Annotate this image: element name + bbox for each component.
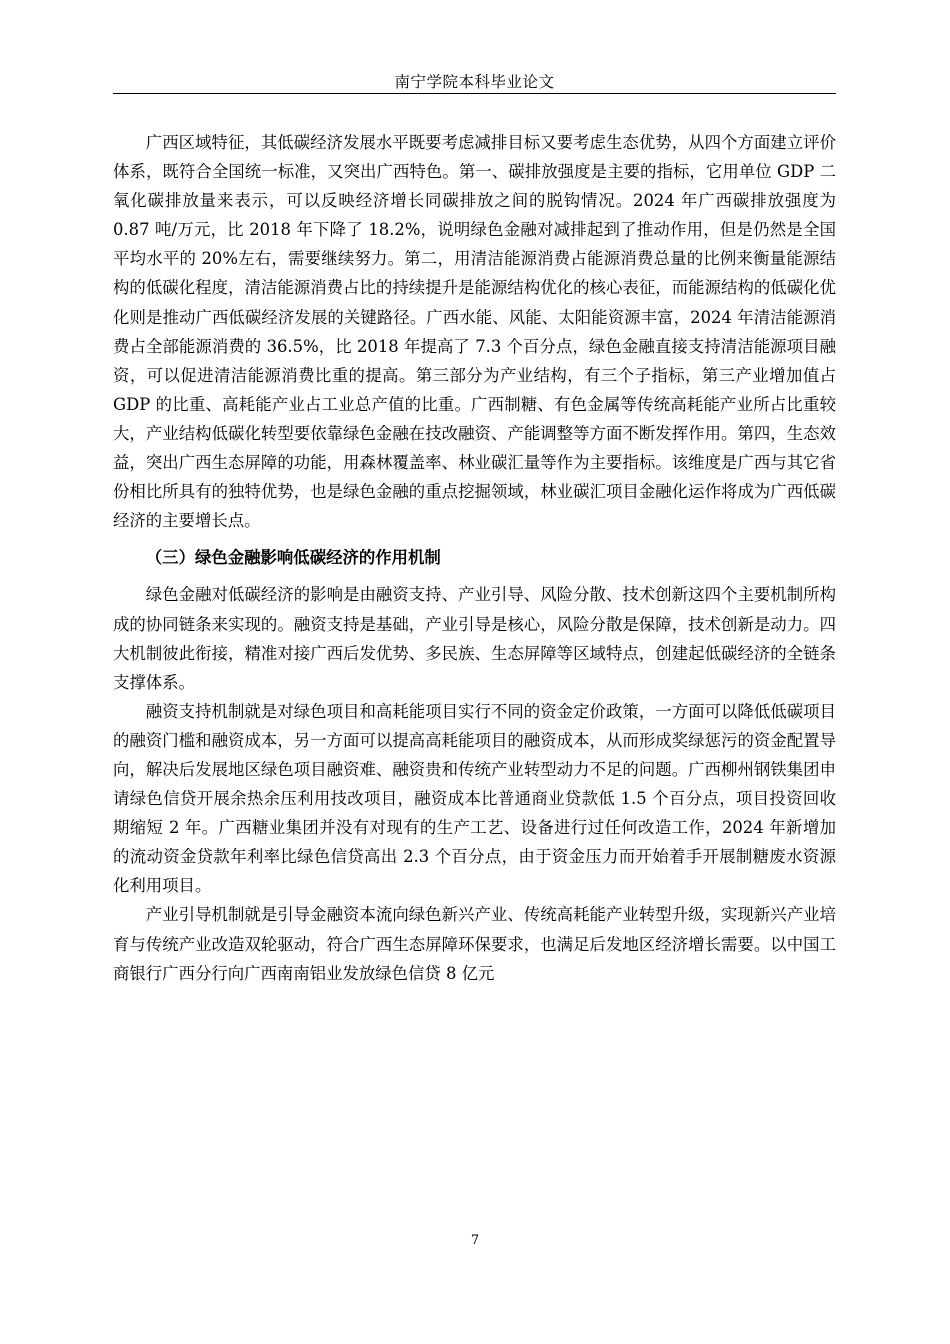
- body-paragraph: 产业引导机制就是引导金融资本流向绿色新兴产业、传统高耗能产业转型升级，实现新兴产业培育与传统产业改造双轮驱动，符合广西生态屏障环保要求，也满足后发地区经济增长需要。以中国工商银行广西分行向广西南南铝业发放绿色信贷 8 亿元: [113, 905, 836, 983]
- section-heading: （三）绿色金融影响低碳经济的作用机制: [145, 548, 441, 568]
- page-header-title: 南宁学院本科毕业论文: [394, 73, 555, 91]
- thesis-body: [113, 128, 836, 988]
- body-paragraph: 广西区域特征，其低碳经济发展水平既要考虑减排目标又要考虑生态优势，从四个方面建立评价体系，既符合全国统一标准，又突出广西特色。第一、碳排放强度是主要的指标，它用单位 GDP 二氧化碳排放量来表示，可以反映经济增长同碳排放之间的脱钩情况。2024 年广西碳排放强度为 0.87 吨/万元，比 2018 年下降了 18.2%，说明绿色金融对减排起到了推动作用，但是仍然是全国平均水平的 20%左右，需要继续努力。第二，用清洁能源消费占能源消费总量的比例来衡量能源结构的低碳化程度，清洁能源消费占比的持续提升是能源结构优化的核心表征，而能源结构的低碳化优化则是推动广西低碳经济发展的关键路径。广西水能、风能、太阳能资源丰富，2024 年清洁能源消费占全部能源消费的 36.5%，比 2018 年提高了 7.3 个百分点，绿色金融直接支持清洁能源项目融资，可以促进清洁能源消费比重的提高。第三部分为产业结构，有三个子指标，第三产业增加值占 GDP 的比重、高耗能产业占工业总产值的比重。广西制糖、有色金属等传统高耗能产业所占比重较大，产业结构低碳化转型要依靠绿色金融在技改融资、产能调整等方面不断发挥作用。第四，生态效益，突出广西生态屏障的功能，用森林覆盖率、林业碳汇量等作为主要指标。该维度是广西与其它省份相比所具有的独特优势，也是绿色金融的重点挖掘领域，林业碳汇项目金融化运作将成为广西低碳经济的主要增长点。: [113, 133, 836, 531]
- header-divider: [113, 93, 836, 94]
- body-paragraph: 融资支持机制就是对绿色项目和高耗能项目实行不同的资金定价政策，一方面可以降低低碳项目的融资门槛和融资成本，另一方面可以提高高耗能项目的融资成本，从而形成奖绿惩污的资金配置导向，解决后发展地区绿色项目融资难、融资贵和传统产业转型动力不足的问题。广西柳州钢铁集团申请绿色信贷开展余热余压利用技改项目，融资成本比普通商业贷款低 1.5 个百分点，项目投资回收期缩短 2 年。广西糖业集团并没有对现有的生产工艺、设备进行过任何改造工作，2024 年新增加的流动资金贷款年利率比绿色信贷高出 2.3 个百分点，由于资金压力而开始着手开展制糖废水资源化利用项目。: [113, 701, 836, 896]
- body-paragraph: 绿色金融对低碳经济的影响是由融资支持、产业引导、风险分散、技术创新这四个主要机制所构成的协同链条来实现的。融资支持是基础，产业引导是核心，风险分散是保障，技术创新是动力。四大机制彼此衔接，精准对接广西后发优势、多民族、生态屏障等区域特点，创建起低碳经济的全链条支撑体系。: [113, 585, 836, 692]
- page-number: 7: [470, 1233, 480, 1248]
